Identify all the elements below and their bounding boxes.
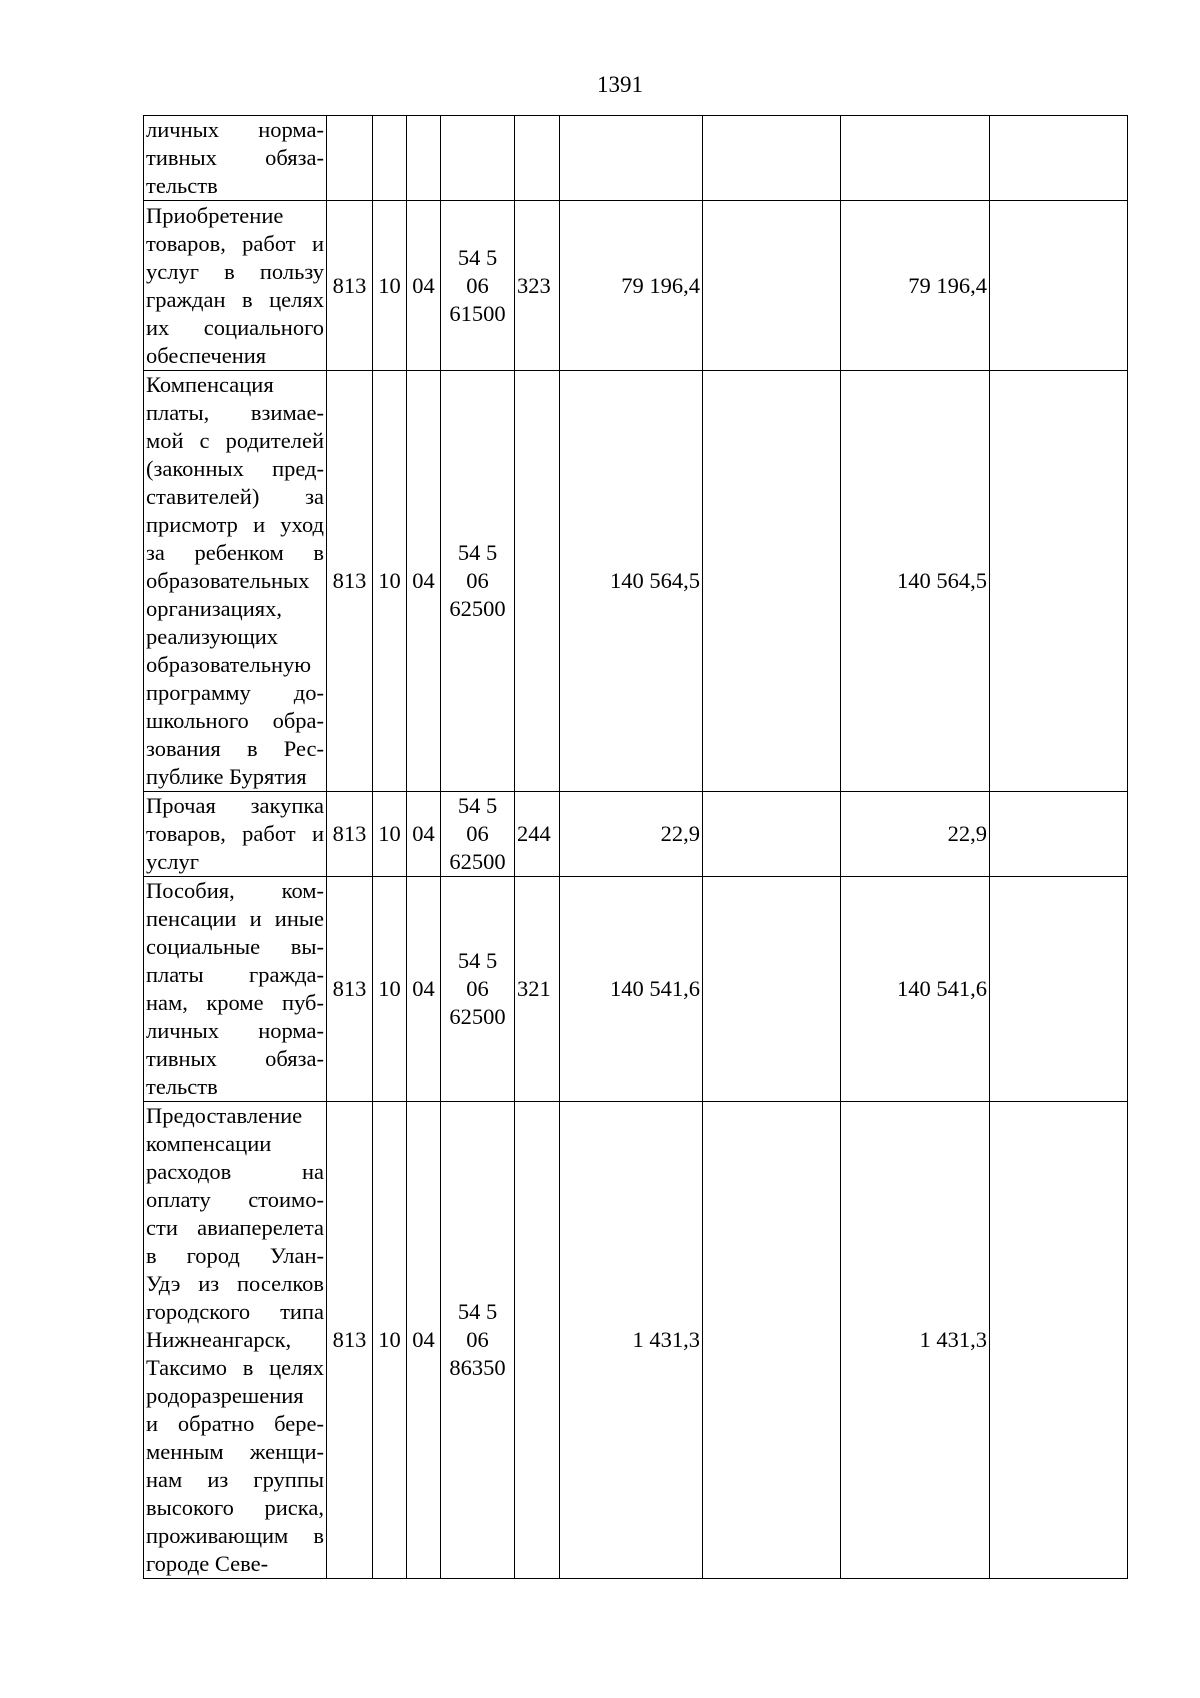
target-article-code-part: 62500 <box>449 849 506 874</box>
target-article-code-cell <box>441 201 515 371</box>
grbs-code-cell: 813 <box>327 877 373 1102</box>
target-article-code-part: 54 5 <box>457 793 498 818</box>
item-name-line: социальные вы- <box>146 934 324 959</box>
item-name-line: тельств <box>146 1074 218 1099</box>
amount-col5-cell <box>990 792 1128 877</box>
item-name-line: городского типа <box>146 1299 324 1324</box>
item-name-line: обеспечения <box>146 342 267 368</box>
amount-col3-cell <box>703 877 841 1102</box>
target-article-code-cell <box>441 371 515 792</box>
section-code-cell: 10 <box>373 792 407 877</box>
item-name-cell <box>144 1102 327 1579</box>
item-name-line: школьного обра- <box>146 708 324 733</box>
item-name-line: образовательных <box>146 568 310 593</box>
item-name-line: Нижнеангарск, <box>146 1327 292 1352</box>
target-article-code-cell <box>441 792 515 877</box>
target-article-code-part: 54 5 <box>457 1299 498 1324</box>
expense-type-code-cell: 321 <box>515 877 560 1102</box>
item-name-line: товаров, работ и <box>146 821 324 846</box>
target-article-code-part: 62500 <box>449 596 506 621</box>
amount-col3-cell <box>703 792 841 877</box>
amount-col5-cell <box>990 116 1128 201</box>
item-name-line: тивных обяза- <box>146 145 324 170</box>
target-article-code-cell <box>441 877 515 1102</box>
target-article-code-part: 61500 <box>449 300 506 326</box>
amount-col4-cell <box>841 116 990 201</box>
amount-col4-cell: 22,9 <box>841 792 990 877</box>
table-body <box>144 116 1128 1579</box>
item-name-line: личных норма- <box>146 117 324 142</box>
amount-col3-cell <box>703 201 841 371</box>
amount-col5-cell <box>990 1102 1128 1579</box>
item-name-cell <box>144 792 327 877</box>
item-name-line: менным женщи- <box>146 1439 324 1464</box>
amount-cell: 22,9 <box>560 792 703 877</box>
expense-type-code-cell: 244 <box>515 792 560 877</box>
amount-col4-cell: 140 564,5 <box>841 371 990 792</box>
amount-col3-cell <box>703 116 841 201</box>
item-name-line: программу до- <box>146 680 324 705</box>
item-name-line: (законных пред- <box>146 456 324 481</box>
amount-cell: 140 564,5 <box>560 371 703 792</box>
item-name-cell <box>144 371 327 792</box>
item-name-line: тельств <box>146 173 218 198</box>
item-name-line: оплату стоимо- <box>146 1187 324 1212</box>
expense-type-code-cell <box>515 116 560 201</box>
grbs-code-cell: 813 <box>327 792 373 877</box>
amount-cell: 1 431,3 <box>560 1102 703 1579</box>
amount-cell: 140 541,6 <box>560 877 703 1102</box>
expense-type-code-cell <box>515 1102 560 1579</box>
subsection-code-cell: 04 <box>407 877 441 1102</box>
item-name-line: публике Бурятия <box>146 764 307 789</box>
target-article-code-part: 86350 <box>449 1355 506 1380</box>
item-name-line: личных норма- <box>146 1018 324 1043</box>
section-code-cell: 10 <box>373 371 407 792</box>
item-name-line: нам, кроме пуб- <box>146 990 324 1015</box>
table-row <box>144 116 1128 201</box>
section-code-cell <box>373 116 407 201</box>
subsection-code-cell: 04 <box>407 201 441 371</box>
item-name-line: Компенсация <box>146 372 274 397</box>
budget-table <box>143 115 1128 1579</box>
item-name-line: организациях, <box>146 596 282 621</box>
amount-col4-cell: 140 541,6 <box>841 877 990 1102</box>
item-name-line: высокого риска, <box>146 1495 324 1520</box>
page-number: 1391 <box>597 72 643 97</box>
item-name-line: реализующих <box>146 624 279 649</box>
subsection-code-cell: 04 <box>407 1102 441 1579</box>
item-name-line: родоразрешения <box>146 1383 304 1408</box>
grbs-code-cell: 813 <box>327 371 373 792</box>
target-article-code-part: 62500 <box>449 1004 506 1029</box>
table-row <box>144 201 1128 371</box>
amount-col3-cell <box>703 1102 841 1579</box>
item-name-line: сти авиаперелета <box>146 1215 324 1240</box>
item-name-line: образовательную <box>146 652 312 677</box>
item-name-line: расходов на <box>146 1159 324 1184</box>
item-name-cell <box>144 116 327 201</box>
item-name-line: проживающим в <box>146 1523 324 1548</box>
amount-cell: 79 196,4 <box>560 201 703 371</box>
amount-col5-cell <box>990 877 1128 1102</box>
grbs-code-cell: 813 <box>327 201 373 371</box>
expense-type-code-cell <box>515 371 560 792</box>
item-name-line: граждан в целях <box>146 286 324 312</box>
amount-cell <box>560 116 703 201</box>
item-name-line: и обратно бере- <box>146 1411 324 1436</box>
table-row <box>144 1102 1128 1579</box>
section-code-cell: 10 <box>373 877 407 1102</box>
item-name-line: Таксимо в целях <box>146 1355 324 1380</box>
target-article-code-cell <box>441 116 515 201</box>
item-name-line: пенсации и иные <box>146 906 324 931</box>
subsection-code-cell: 04 <box>407 371 441 792</box>
target-article-code-part: 06 <box>466 272 489 298</box>
item-name-line: компенсации <box>146 1131 272 1156</box>
item-name-line: платы гражда- <box>146 962 324 987</box>
item-name-line: за ребенком в <box>146 540 324 565</box>
item-name-line: Прочая закупка <box>146 793 324 818</box>
table-row <box>144 877 1128 1102</box>
item-name-line: нам из группы <box>146 1467 324 1492</box>
table-row <box>144 371 1128 792</box>
amount-col5-cell <box>990 371 1128 792</box>
item-name-line: тивных обяза- <box>146 1046 324 1071</box>
target-article-code-part: 06 <box>466 568 489 593</box>
item-name-line: Пособия, ком- <box>146 878 324 903</box>
item-name-line: зования в Рес- <box>146 736 324 761</box>
target-article-code-part: 54 5 <box>457 948 498 973</box>
item-name-line: городе Севе- <box>146 1551 269 1576</box>
item-name-line: Предоставление <box>146 1103 303 1128</box>
target-article-code-cell <box>441 1102 515 1579</box>
section-code-cell: 10 <box>373 201 407 371</box>
item-name-line: их социального <box>146 314 324 340</box>
item-name-cell <box>144 877 327 1102</box>
item-name-line: мой с родителей <box>146 428 324 453</box>
table-row <box>144 792 1128 877</box>
grbs-code-cell: 813 <box>327 1102 373 1579</box>
amount-col5-cell <box>990 201 1128 371</box>
section-code-cell: 10 <box>373 1102 407 1579</box>
item-name-line: Приобретение <box>146 202 284 228</box>
expense-type-code-cell: 323 <box>515 201 560 371</box>
target-article-code-part: 54 5 <box>457 244 498 270</box>
item-name-line: товаров, работ и <box>146 230 324 256</box>
item-name-cell <box>144 201 327 371</box>
subsection-code-cell: 04 <box>407 792 441 877</box>
target-article-code-part: 06 <box>466 821 489 846</box>
target-article-code-part: 54 5 <box>457 540 498 565</box>
item-name-line: присмотр и уход <box>146 512 324 537</box>
amount-col3-cell <box>703 371 841 792</box>
amount-col4-cell: 1 431,3 <box>841 1102 990 1579</box>
target-article-code-part: 06 <box>466 1327 489 1352</box>
item-name-line: услуг в пользу <box>146 258 324 284</box>
item-name-line: в город Улан- <box>146 1243 324 1268</box>
item-name-line: Удэ из поселков <box>146 1271 324 1296</box>
subsection-code-cell <box>407 116 441 201</box>
item-name-line: услуг <box>146 849 199 874</box>
item-name-line: платы, взимае- <box>146 400 324 425</box>
item-name-line: ставителей) за <box>146 484 324 509</box>
target-article-code-part: 06 <box>466 976 489 1001</box>
grbs-code-cell <box>327 116 373 201</box>
amount-col4-cell: 79 196,4 <box>841 201 990 371</box>
